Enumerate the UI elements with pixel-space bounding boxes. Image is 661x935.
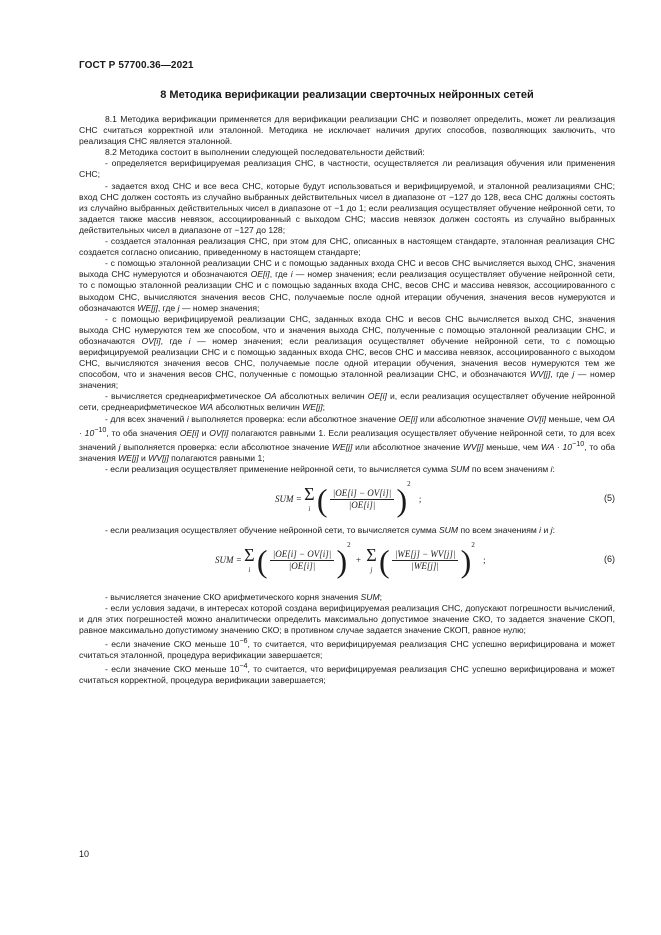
- list-item-reference: - создается эталонная реализация СНС, при этом для СНС, описанных в настоящем стандарте, эталонная реализация СНС создается согласно описанию, приведенному в настоящем стандарте;: [79, 236, 615, 258]
- list-item-reference-output: - с помощью эталонной реализации СНС и с помощью заданных входа СНС и весов СНС вычисляется выход СНС, значения выхода СНС нумеруются и обозначаются OE[i], где i — номер значения; если реализация осуществляет обучение нейронной сети, то с помощью эталонной реализации СНС и с помощью заданных входа СНС, весов СНС и массива невязок, ассоциированного с выходом СНС, вычисляются значения весов СНС, получаемые после одной итерации обучения, значения весов нумеруются и обозначаются WE[j], где j — номер значения;: [79, 258, 615, 313]
- equation-number-5: (5): [604, 492, 615, 503]
- list-item-verified-output: - с помощью верифицируемой реализации СНС, заданных входа СНС и весов СНС вычисляется выход СНС, значения выхода СНС нумеруются тем же способом, что и значения выхода СНС, полученные с помощью эталонной реализации СНС, и обозначаются OV[i], где i — номер значения; если реализация осуществляет обучение нейронной сети, то с помощью верифицируемой реализации СНС и с помощью заданных входа СНС, весов СНС и массива невязок, ассоциированного с выходом СНС, вычисляются значения весов СНС, получаемые после одной итерации обучения, значения весов нумеруются тем же способом, что и значения весов СНС, полученные с помощью эталонной реализации СНС, и обозначаются WV[j], где j — номер значения;: [79, 313, 615, 391]
- paragraph-8-2: 8.2 Методика состоит в выполнении следующей последовательности действий:: [105, 147, 425, 158]
- sum-symbol: Σ i: [244, 544, 255, 574]
- list-item-define: - определяется верифицируемая реализация СНС, в частности, осуществляется ли реализация обучения или применения СНС;: [79, 158, 615, 180]
- document-header: ГОСТ Р 57700.36—2021: [79, 60, 194, 71]
- list-item-sum-train: - если реализация осуществляет обучение нейронной сети, то вычисляется сумма SUM по всем значениям i и j:: [105, 524, 555, 535]
- sum-symbol: Σ i: [304, 483, 315, 513]
- list-item-input: - задается вход СНС и все веса СНС, которые будут использоваться и верифицируемой, и эталонной реализациями СНС; вход СНС должен состоять из случайно выбранных действительных чисел в диапазоне от −127 до 128, веса СНС должны состоять из случайно выбранных действительных чисел в диапазоне от −1 до 1; если реализация осуществляет обучение нейронной сети, то задается также массив невязок, ассоциированный с выходом СНС; массив невязок должен состоять из случайно выбранных действительных чисел в диапазоне от −127 до 128;: [79, 180, 615, 235]
- formula-6: [79, 540, 615, 586]
- list-item-correct-pass: - если значение СКО меньше $10^{-4}$, то считается, что верифицируемая реализация СНС успешно верифицирована и может считаться корректной, процедура верификации завершается;: [79, 662, 615, 686]
- formula-6-expression: SUM = Σ i ( $\frac{|OE[i] - OV[i]|}{|OE[i]|}$ )$^2$ + Σ j ( $\frac{|WE[j] - WV[j]|}{|WE[j]|}$ )$^2$ ;: [215, 540, 486, 579]
- equation-number-6: (6): [604, 553, 615, 564]
- document-body: [79, 114, 615, 686]
- list-item-reference-pass: - если значение СКО меньше $10^{-6}$, то считается, что верифицируемая реализация СНС успешно верифицирована и может считаться эталонной, процедура верификации завершается;: [79, 637, 615, 661]
- list-item-sum-apply: - если реализация осуществляет применение нейронной сети, то вычисляется сумма SUM по всем значениям i:: [105, 463, 555, 474]
- list-item-mean: - вычисляется среднеарифметическое OA абсолютных величин OE[i] и, если реализация осуществляет обучение нейронной сети, среднеарифметическое WA абсолютных величин WE[j];: [79, 391, 616, 413]
- fraction: $\frac{|OE[i] - OV[i]|}{|OE[i]|}$: [270, 549, 335, 572]
- list-item-check: - для всех значений i выполняется проверка: если абсолютное значение OE[i] или абсолютное значение OV[i] меньше, чем OA · $10^{-10}$, то оба значения OE[i] и OV[i] полагаются равными 1. Если реализация осуществляет обучение нейронной сети, то для всех значений j выполняется проверка: если абсолютное значение WE[j] или абсолютное значение WV[j] меньше, чем WA · $10^{-10}$, то оба значения WE[j] и WV[j] полагаются равными 1;: [79, 413, 616, 463]
- formula-5-expression: SUM = Σ i ( $\frac{|OE[i] - OV[i]|}{|OE[i]|}$ )$^2$ ;: [275, 479, 422, 518]
- page-number: 10: [79, 849, 90, 859]
- list-item-rmse: - вычисляется значение СКО арифметического корня значения SUM;: [105, 591, 383, 602]
- fraction: $\frac{|WE[j] - WV[j]|}{|WE[j]|}$: [392, 549, 459, 572]
- formula-5: [79, 479, 615, 519]
- section-title: 8 Методика верификации реализации сверточных нейронных сетей: [160, 89, 534, 101]
- list-item-tolerance: - если условия задачи, в интересах которой создана верифицируемая реализация СНС, допускают погрешности вычислений, и для этих погрешностей можно аналитически определить максимально допустимое значение СКО, то задается значение СКОП, равное максимально допустимому значению СКО; в противном случае задается значение СКОП, равное нулю;: [79, 602, 615, 636]
- paragraph-8-1: 8.1 Методика верификации применяется для верификации реализации СНС и позволяет определить, может ли реализация СНС считаться корректной или эталонной. Методика не исключает наличия других способов, позволяющих заключить, что реализация СНС является эталонной.: [79, 114, 615, 147]
- fraction: $\frac{|OE[i] - OV[i]|}{|OE[i]|}$: [330, 488, 395, 511]
- sum-symbol: Σ j: [366, 544, 377, 574]
